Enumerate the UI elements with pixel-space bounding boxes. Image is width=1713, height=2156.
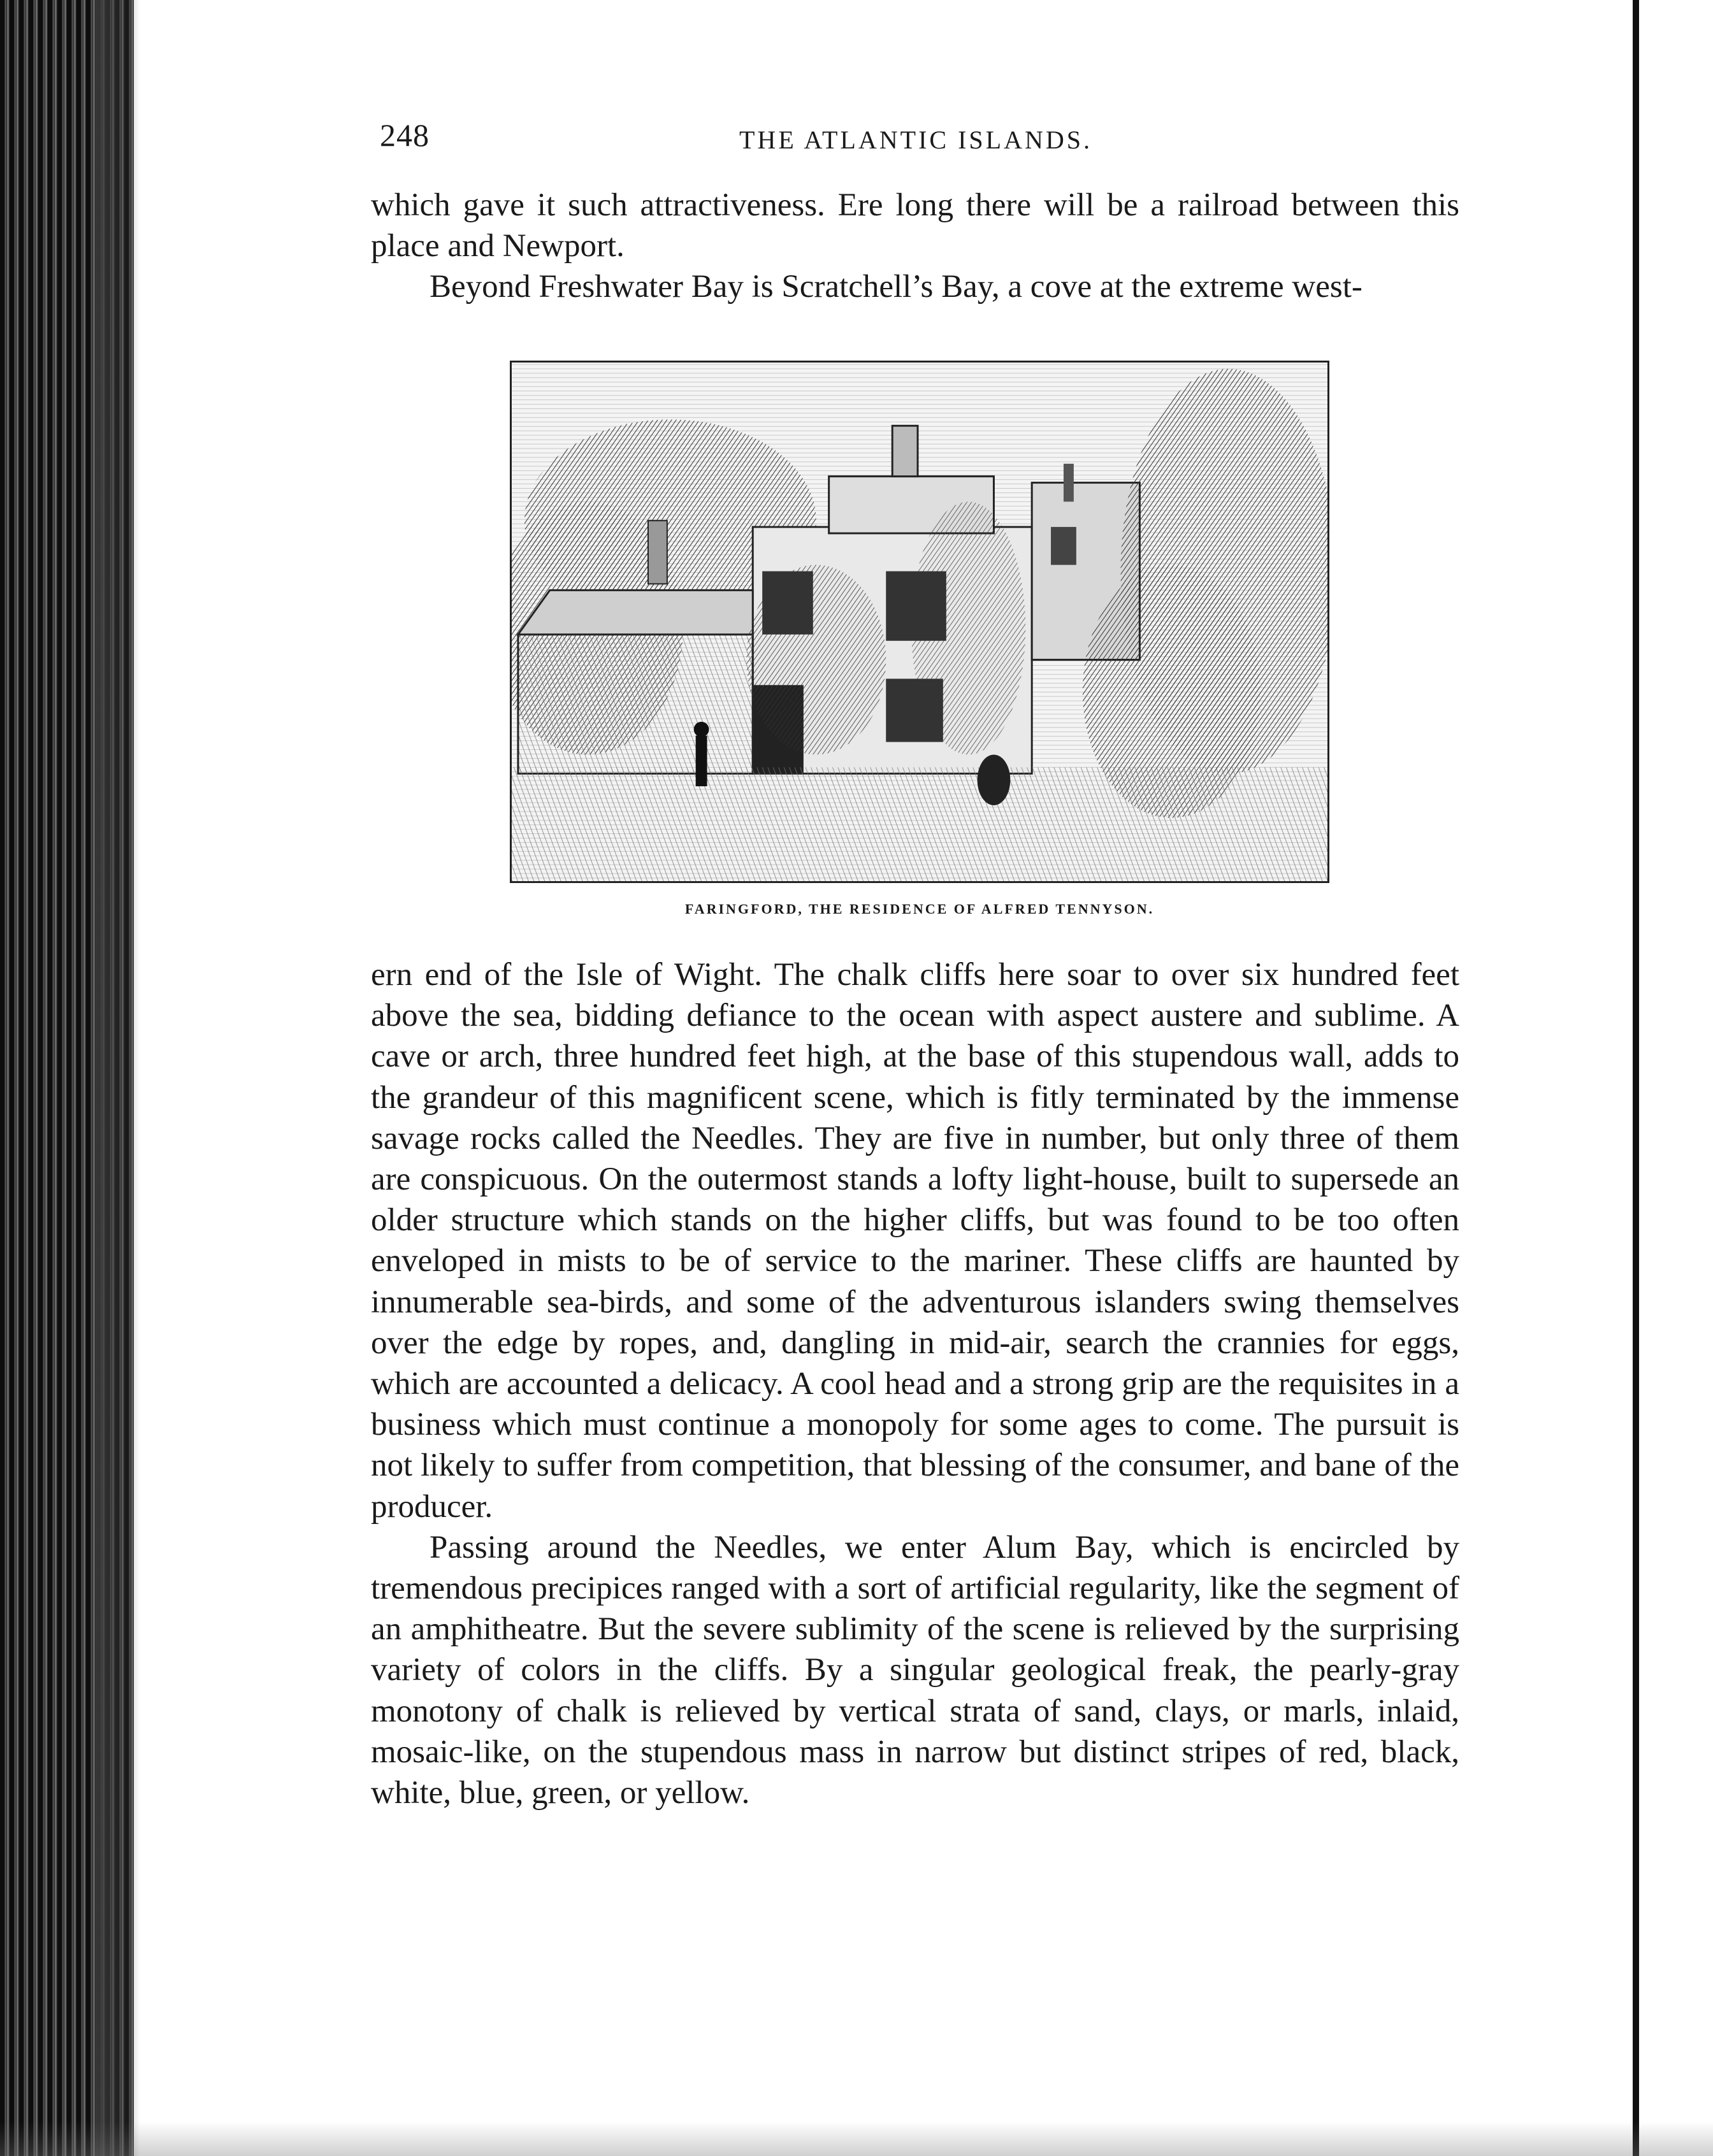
running-title: THE ATLANTIC ISLANDS. — [739, 126, 1092, 154]
figure-caption: FARINGFORD, THE RESIDENCE OF ALFRED TENNYSON. — [684, 901, 1155, 917]
house-engraving — [512, 363, 1327, 881]
paragraph: Beyond Freshwater Bay is Scratchell’s Bay, a cove at the extreme west- — [430, 269, 1362, 305]
body-text-bottom — [371, 954, 1459, 1813]
page-number: 248 — [380, 117, 430, 153]
paragraph: ern end of the Isle of Wight. The chalk cliffs here soar to over six hundred feet above the sea, bidding defiance to the ocean with aspect austere and sublime. A cave or arch, three hundred feet high, at the base of this stupendous wall, adds to the grandeur of this magnificent scene, which is fitly terminated by the immense savage rocks called the Needles. They are five in number, but only three of them are conspicuous. On the outermost stands a lofty light-house, built to supersede an older structure which stands on the higher cliffs, but was found to be too often enveloped in mists to be of service to the mariner. These cliffs are haunted by innumerable sea-birds, and some of the adventurous islanders swing themselves over the edge by ropes, and, dangling in mid-air, search the crannies for eggs, which are accounted a delicacy. A cool head and a strong grip are the requisites in a business which must continue a monopoly for some ages to come. The pursuit is not likely to suffer from competition, that blessing of the consumer, and bane of the producer. — [371, 957, 1459, 1525]
body-text-top — [371, 185, 1459, 308]
engraving-illustration — [510, 361, 1329, 883]
page-bottom-shadow — [0, 2122, 1713, 2156]
page-right-edge — [1633, 0, 1639, 2156]
gutter-shadow — [96, 0, 140, 2156]
paragraph: Passing around the Needles, we enter Alum Bay, which is encircled by tremendous precipices ranged with a sort of artificial regularity, like the segment of an amphitheatre. But the severe sublimity of the scene is relieved by the surprising variety of colors in the cliffs. By a singular geological freak, the pearly-gray monotony of chalk is relieved by vertical strata of sand, clays, or marls, inlaid, mosaic-like, on the stupendous mass in narrow but distinct stripes of red, black, white, blue, green, or yellow. — [371, 1529, 1459, 1811]
paragraph: which gave it such attractiveness. Ere long there will be a railroad between this place and Newport. — [371, 187, 1459, 264]
